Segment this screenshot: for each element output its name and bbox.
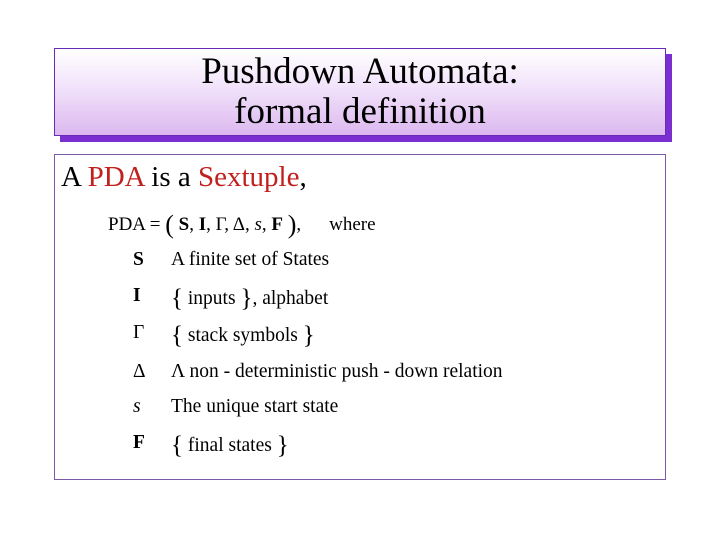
tuple-lhs: PDA (108, 214, 145, 235)
title-line-1: Pushdown Automata: (201, 51, 519, 92)
open-brace: { (171, 322, 183, 349)
tuple-item-gamma: Γ (215, 214, 225, 235)
tuple-open-paren: ( (165, 210, 174, 239)
definition-symbol: Δ (133, 361, 146, 382)
intro-sentence (61, 161, 307, 194)
definition-text: inputs (187, 288, 236, 309)
intro-sextuple: Sextuple (197, 161, 300, 193)
intro-prefix: A (61, 161, 88, 193)
intro-suffix: , (299, 161, 307, 193)
title-line-2: formal definition (234, 91, 486, 132)
tuple-item-I: I (198, 214, 207, 235)
intro-pda: PDA (87, 161, 145, 193)
definition-text: final states (187, 435, 272, 456)
open-brace: { (171, 285, 183, 312)
definition-text: Λ non - deterministic push - down relation (171, 361, 503, 382)
tuple-item-s: s (254, 214, 262, 235)
definition-text: The unique start state (171, 396, 339, 417)
definition-text: A finite set of States (171, 249, 330, 270)
tuple-close-paren: ) (287, 210, 297, 239)
title-box (54, 48, 666, 136)
close-brace: } (276, 432, 289, 459)
tuple-where: where (329, 214, 376, 235)
close-brace: } (302, 322, 315, 349)
tuple-item-F: F (271, 214, 283, 235)
intro-middle: is a (144, 161, 198, 193)
content-box (54, 154, 666, 480)
definition-symbol: I (133, 285, 141, 306)
tuple-item-S: S (178, 214, 190, 235)
definition-symbol: S (133, 249, 144, 270)
open-brace: { (171, 432, 183, 459)
definition-text: stack symbols (187, 325, 298, 346)
definition-suffix: , alphabet (252, 288, 329, 309)
close-brace: } (240, 285, 253, 312)
tuple-definition: PDA = ( S, I, Γ, Δ, s, F ), where (108, 210, 376, 239)
definition-symbol: s (133, 396, 141, 417)
tuple-item-delta: Δ (232, 214, 245, 235)
definition-symbol: F (133, 432, 145, 453)
tuple-eq: = (149, 214, 161, 235)
definition-symbol: Γ (133, 322, 145, 343)
